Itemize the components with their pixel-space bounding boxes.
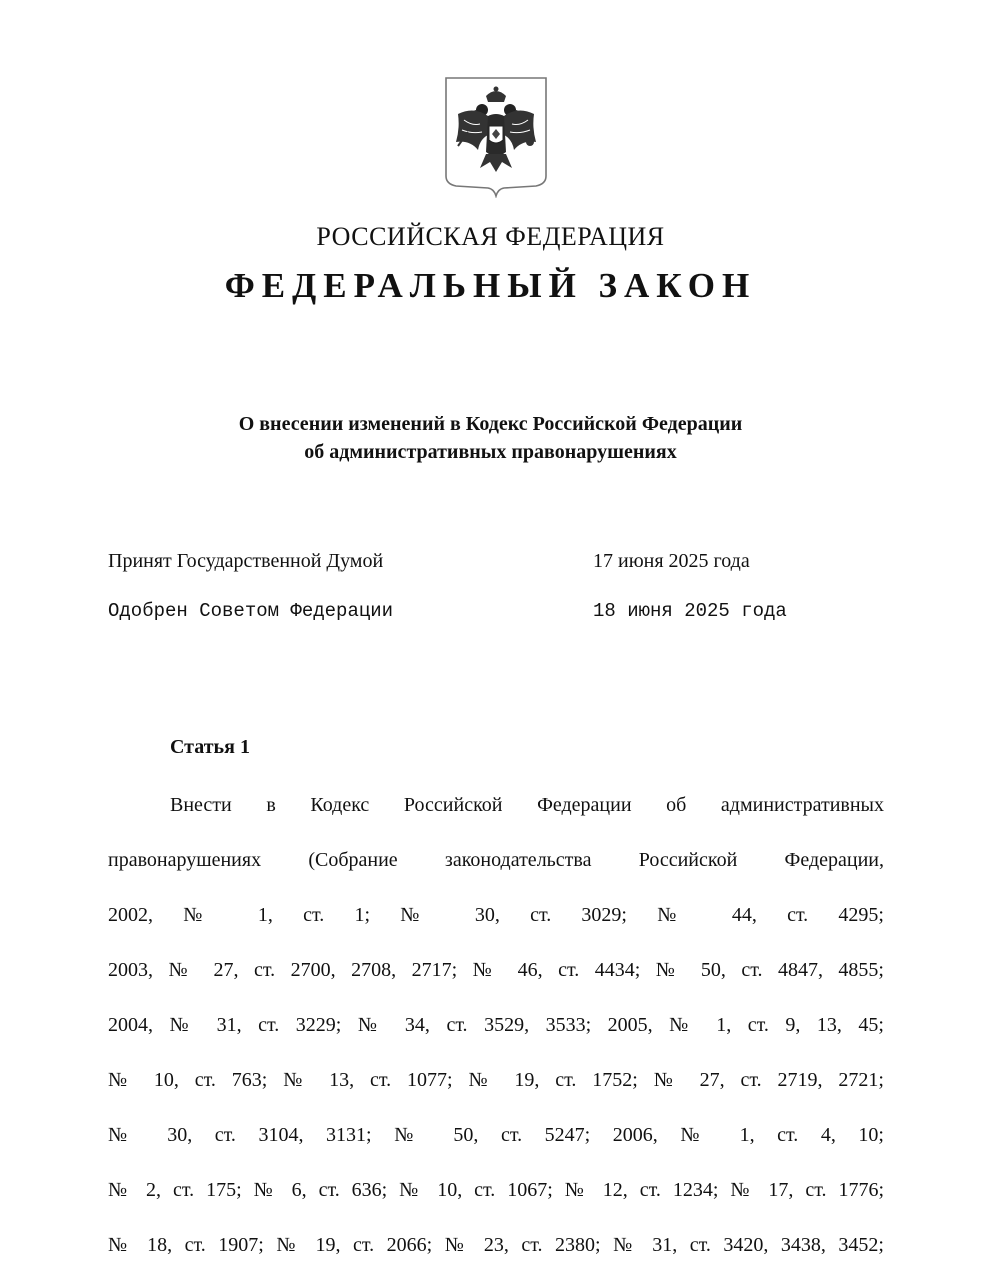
adoption-label: Принят Государственной Думой: [108, 550, 384, 572]
article-text-line: 2003, № 27, ст. 2700, 2708, 2717; № 46, ст. 4434; № 50, ст. 4847, 4855;: [108, 959, 884, 981]
law-title-line: О внесении изменений в Кодекс Российской Федерации: [238, 413, 743, 435]
adoption-date: 18 июня 2025 года: [593, 600, 787, 622]
adoption-label: Одобрен Советом Федерации: [108, 600, 394, 622]
article-text-line: № 18, ст. 1907; № 19, ст. 2066; № 23, ст. 2380; № 31, ст. 3420, 3438, 3452;: [108, 1234, 884, 1256]
adoption-row-federation-council: [108, 600, 888, 630]
article-text-line: № 2, ст. 175; № 6, ст. 636; № 10, ст. 1067; № 12, ст. 1234; № 17, ст. 1776;: [108, 1179, 884, 1201]
article-text-line: Внести в Кодекс Российской Федерации об административных: [170, 794, 884, 816]
law-title-line: об административных правонарушениях: [304, 441, 677, 463]
article-body: [108, 790, 884, 1285]
article-text-line: № 30, ст. 3104, 3131; № 50, ст. 5247; 2006, № 1, ст. 4, 10;: [108, 1124, 884, 1146]
article-heading: Статья 1: [170, 736, 250, 758]
article-text-line: 2002, № 1, ст. 1; № 30, ст. 3029; № 44, ст. 4295;: [108, 904, 884, 926]
country-name: РОССИЙСКАЯ ФЕДЕРАЦИЯ: [316, 222, 665, 251]
law-title: [0, 410, 981, 466]
article-text-line: 2004, № 31, ст. 3229; № 34, ст. 3529, 3533; 2005, № 1, ст. 9, 13, 45;: [108, 1014, 884, 1036]
law-type-heading: ФЕДЕРАЛЬНЫЙ ЗАКОН: [224, 266, 757, 305]
coat-of-arms-of-russia-icon: [444, 76, 548, 198]
article-text-line: правонарушениях (Собрание законодательства Российской Федерации,: [108, 849, 884, 871]
adoption-date: 17 июня 2025 года: [593, 550, 750, 572]
article-text-line: № 10, ст. 763; № 13, ст. 1077; № 19, ст. 1752; № 27, ст. 2719, 2721;: [108, 1069, 884, 1091]
adoption-row-state-duma: [108, 550, 888, 580]
